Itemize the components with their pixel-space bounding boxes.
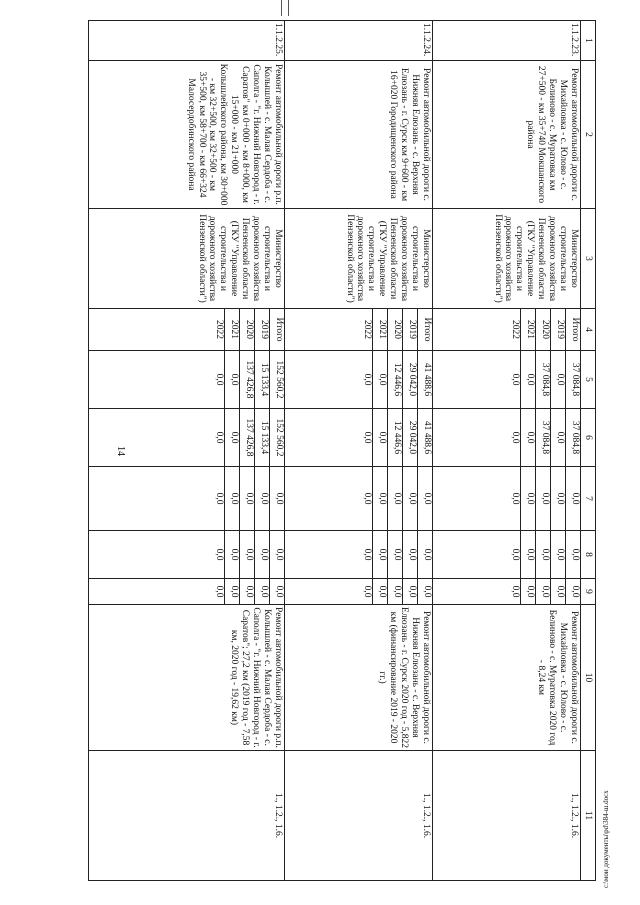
table-row xyxy=(433,21,581,881)
other-sources-cell-value: 0,0 xyxy=(373,579,388,604)
regional-budget-cell xyxy=(89,409,285,467)
federal-budget-cell-value: 0,0 xyxy=(362,492,372,505)
total-funding-cell xyxy=(285,351,433,409)
regional-budget-cell xyxy=(285,409,433,467)
local-budget-cell-value: 0,0 xyxy=(403,531,418,578)
column-header-4: 4 xyxy=(581,309,596,351)
regional-budget-cell-value: 12 446,6 xyxy=(388,409,403,466)
activity-name: Ремонт автомобильной дороги р.п. Колышлей - с. Малая Сердоба - с. Саполга - "г. Нижний Новгород - г. Саратов" км 0+000 - км 8+000, км 15+000 - км 21+000 Колышлейского района, км 30+000 - км 32+500, км 32+500 - км 35+500, км 58+700 - км 66+324 Малосердобинского района xyxy=(89,61,285,209)
other-sources-cell-value: 0,0 xyxy=(510,585,520,598)
other-sources-cell-value: 0,0 xyxy=(566,579,581,604)
local-budget-cell xyxy=(89,531,285,579)
row-number: 1.1.2.24. xyxy=(285,21,433,61)
indicator-link: 1., 1.2., 1.6. xyxy=(285,751,433,881)
local-budget-cell xyxy=(285,531,433,579)
regional-budget-cell-value: 0,0 xyxy=(214,431,224,444)
local-budget-cell-value: 0,0 xyxy=(536,531,551,578)
total-funding-cell-value: 29 042,0 xyxy=(403,351,418,408)
activity-name: Ремонт автомобильной дороги с. Михайловка - с. Юлово - с. Белиново - с. Муратовка км 27+500 - км 35+740 Мокшанского района xyxy=(433,61,581,209)
activity-name: Ремонт автомобильной дороги с. Нижняя Елюзань - с. Верхняя Елюзань - г. Сурск км 9+600 - км 16+020 Городищенского района xyxy=(285,61,433,209)
years-cell-value: 2021 xyxy=(521,309,536,350)
footer-path: c:\мои документы\pd\384-ш.docx xyxy=(602,790,610,888)
total-funding-cell-value: 37 084,8 xyxy=(536,351,551,408)
local-budget-cell-value: 0,0 xyxy=(566,531,581,578)
years-cell-value: 2019 xyxy=(403,309,418,350)
federal-budget-cell-value: 0,0 xyxy=(551,467,566,530)
regional-budget-cell-value: 0,0 xyxy=(225,409,240,466)
column-header-10: 10 xyxy=(581,605,596,751)
total-funding-cell-value: 0,0 xyxy=(373,351,388,408)
regional-budget-cell-value: 37 084,8 xyxy=(536,409,551,466)
regional-budget-cell xyxy=(433,409,581,467)
federal-budget-cell-value: 0,0 xyxy=(510,492,520,505)
federal-budget-cell-value: 0,0 xyxy=(373,467,388,530)
federal-budget-cell-value: 0,0 xyxy=(270,467,285,530)
other-sources-cell-value: 0,0 xyxy=(536,579,551,604)
federal-budget-cell-value: 0,0 xyxy=(566,467,581,530)
table-row xyxy=(285,21,433,881)
local-budget-cell-value: 0,0 xyxy=(551,531,566,578)
regional-budget-cell-value: 0,0 xyxy=(551,409,566,466)
indicator-link: 1., 1.2., 1.6. xyxy=(89,751,285,881)
local-budget-cell xyxy=(433,531,581,579)
other-sources-cell-value: 0,0 xyxy=(551,579,566,604)
local-budget-cell-value: 0,0 xyxy=(214,548,224,561)
total-funding-cell-value: 15 133,4 xyxy=(255,351,270,408)
regional-budget-cell-value: 0,0 xyxy=(373,409,388,466)
row-number: 1.1.2.23. xyxy=(433,21,581,61)
years-cell-value: 2022 xyxy=(214,320,224,339)
federal-budget-cell-value: 0,0 xyxy=(240,467,255,530)
years-cell xyxy=(89,309,285,351)
federal-budget-cell xyxy=(433,467,581,531)
other-sources-cell-value: 0,0 xyxy=(240,579,255,604)
federal-budget-cell-value: 0,0 xyxy=(403,467,418,530)
local-budget-cell-value: 0,0 xyxy=(418,531,433,578)
indicator-link: 1., 1.2., 1.6. xyxy=(433,751,581,881)
regional-budget-cell-value: 0,0 xyxy=(362,431,372,444)
regional-budget-cell-value: 152 560,2 xyxy=(270,409,285,466)
years-cell-value: Итого xyxy=(566,309,581,350)
other-sources-cell xyxy=(285,579,433,605)
column-header-6: 6 xyxy=(581,409,596,467)
years-cell xyxy=(433,309,581,351)
years-cell xyxy=(285,309,433,351)
federal-budget-cell xyxy=(285,467,433,531)
local-budget-cell-value: 0,0 xyxy=(521,531,536,578)
local-budget-cell-value: 0,0 xyxy=(388,531,403,578)
years-cell-value: Итого xyxy=(418,309,433,350)
total-funding-cell xyxy=(89,351,285,409)
binder-mark xyxy=(281,0,289,16)
row-number: 1.1.2.25. xyxy=(89,21,285,61)
other-sources-cell-value: 0,0 xyxy=(255,579,270,604)
column-header-1: 1 xyxy=(581,21,596,61)
total-funding-cell-value: 41 488,6 xyxy=(418,351,433,408)
other-sources-cell-value: 0,0 xyxy=(362,585,372,598)
local-budget-cell-value: 0,0 xyxy=(270,531,285,578)
years-cell-value: 2021 xyxy=(225,309,240,350)
total-funding-cell-value: 0,0 xyxy=(225,351,240,408)
other-sources-cell-value: 0,0 xyxy=(270,579,285,604)
regional-budget-cell-value: 0,0 xyxy=(510,431,520,444)
years-cell-value: 2019 xyxy=(255,309,270,350)
regional-budget-cell-value: 137 426,8 xyxy=(240,409,255,466)
local-budget-cell-value: 0,0 xyxy=(225,531,240,578)
column-header-7: 7 xyxy=(581,467,596,531)
page-number: 14 xyxy=(115,446,126,456)
years-cell-value: 2020 xyxy=(536,309,551,350)
program-table-rotated xyxy=(102,20,596,880)
regional-budget-cell-value: 37 084,8 xyxy=(566,409,581,466)
federal-budget-cell-value: 0,0 xyxy=(225,467,240,530)
total-funding-cell xyxy=(433,351,581,409)
total-funding-cell-value: 0,0 xyxy=(551,351,566,408)
program-table xyxy=(88,20,596,881)
regional-budget-cell-value: 0,0 xyxy=(521,409,536,466)
other-sources-cell-value: 0,0 xyxy=(388,579,403,604)
total-funding-cell-value: 137 426,8 xyxy=(240,351,255,408)
federal-budget-cell-value: 0,0 xyxy=(255,467,270,530)
years-cell-value: 2022 xyxy=(362,320,372,339)
expected-result: Ремонт автомобильной дороги р.п. Колышлей - с. Малая Сердоба - с. Саполга - "г. Нижний Новгород - г. Саратов"; 27,2 км (2019 год - 7,58 км, 2020 год - 19,62 км) xyxy=(89,605,285,751)
executor: Министерство строительства и дорожного хозяйства Пензенской области (ГКУ "Управление строительства и дорожного хозяйства Пензенской области") xyxy=(285,209,433,309)
local-budget-cell-value: 0,0 xyxy=(362,548,372,561)
years-cell-value: 2020 xyxy=(240,309,255,350)
total-funding-cell-value: 0,0 xyxy=(362,373,372,386)
federal-budget-cell xyxy=(89,467,285,531)
years-cell-value: 2022 xyxy=(510,320,520,339)
federal-budget-cell-value: 0,0 xyxy=(521,467,536,530)
column-header-11: 11 xyxy=(581,751,596,881)
expected-result: Ремонт автомобильной дороги с. Михайловка - с. Юлово - с. Белиново - с. Муратовка 2020 год - 8,24 км xyxy=(433,605,581,751)
column-header-8: 8 xyxy=(581,531,596,579)
total-funding-cell-value: 152 560,2 xyxy=(270,351,285,408)
local-budget-cell-value: 0,0 xyxy=(373,531,388,578)
years-cell-value: 2021 xyxy=(373,309,388,350)
other-sources-cell xyxy=(89,579,285,605)
regional-budget-cell-value: 15 133,4 xyxy=(255,409,270,466)
regional-budget-cell-value: 29 042,0 xyxy=(403,409,418,466)
federal-budget-cell-value: 0,0 xyxy=(536,467,551,530)
column-header-5: 5 xyxy=(581,351,596,409)
other-sources-cell xyxy=(433,579,581,605)
table-row xyxy=(89,21,285,881)
header-row xyxy=(581,21,596,881)
column-header-3: 3 xyxy=(581,209,596,309)
total-funding-cell-value: 0,0 xyxy=(510,373,520,386)
total-funding-cell-value: 0,0 xyxy=(214,373,224,386)
federal-budget-cell-value: 0,0 xyxy=(418,467,433,530)
total-funding-cell-value: 37 084,8 xyxy=(566,351,581,408)
regional-budget-cell-value: 41 488,6 xyxy=(418,409,433,466)
expected-result: Ремонт автомобильной дороги с. Нижняя Елюзань - с. Верхняя Елюзань - г. Сурск 2020 год - 5,822 км (финансирование 2019 - 2020 гг.) xyxy=(285,605,433,751)
years-cell-value: 2020 xyxy=(388,309,403,350)
years-cell-value: 2019 xyxy=(551,309,566,350)
other-sources-cell-value: 0,0 xyxy=(225,579,240,604)
years-cell-value: Итого xyxy=(270,309,285,350)
federal-budget-cell-value: 0,0 xyxy=(388,467,403,530)
local-budget-cell-value: 0,0 xyxy=(255,531,270,578)
federal-budget-cell-value: 0,0 xyxy=(214,492,224,505)
executor: Министерство строительства и дорожного хозяйства Пензенской области (ГКУ "Управление строительства и дорожного хозяйства Пензенской области") xyxy=(89,209,285,309)
other-sources-cell-value: 0,0 xyxy=(214,585,224,598)
other-sources-cell-value: 0,0 xyxy=(521,579,536,604)
total-funding-cell-value: 0,0 xyxy=(521,351,536,408)
other-sources-cell-value: 0,0 xyxy=(403,579,418,604)
other-sources-cell-value: 0,0 xyxy=(418,579,433,604)
local-budget-cell-value: 0,0 xyxy=(240,531,255,578)
executor: Министерство строительства и дорожного хозяйства Пензенской области (ГКУ "Управление строительства и дорожного хозяйства Пензенской области") xyxy=(433,209,581,309)
total-funding-cell-value: 12 446,6 xyxy=(388,351,403,408)
column-header-9: 9 xyxy=(581,579,596,605)
column-header-2: 2 xyxy=(581,61,596,209)
local-budget-cell-value: 0,0 xyxy=(510,548,520,561)
